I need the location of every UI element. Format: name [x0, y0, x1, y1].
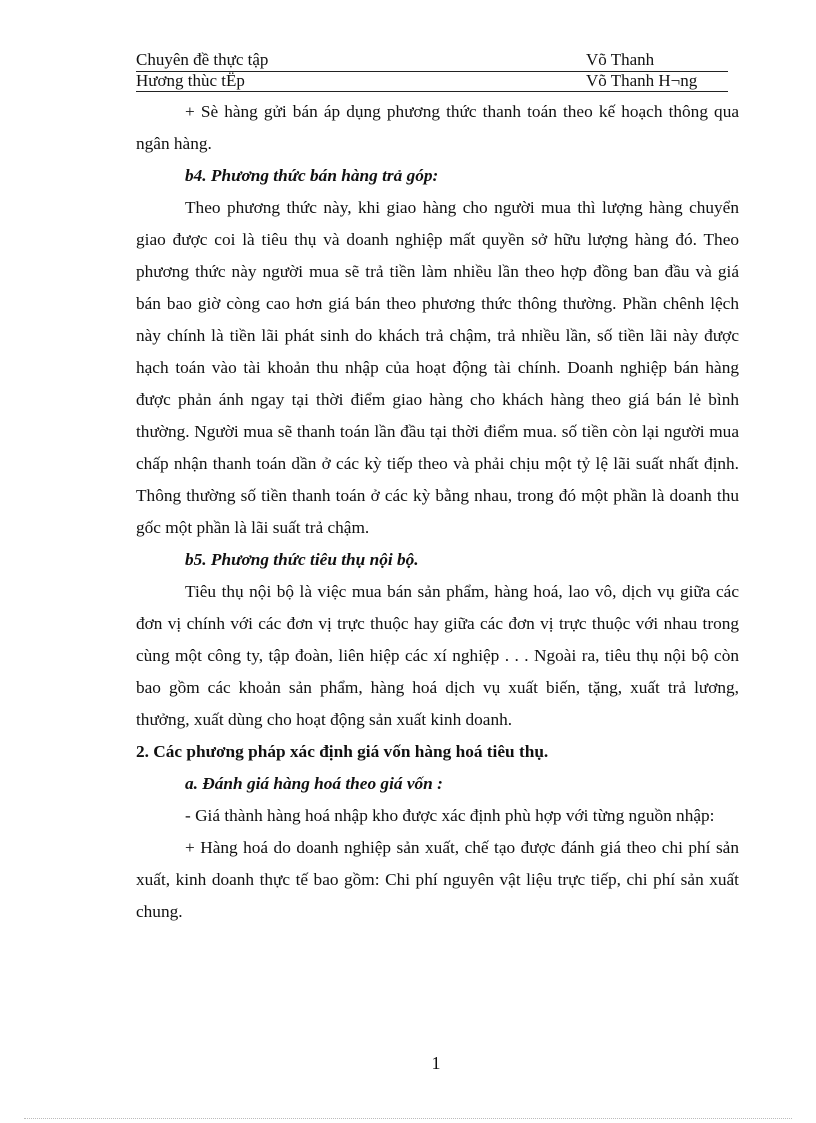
header-author-full: Võ Thanh H¬ng — [586, 71, 698, 90]
header-rule-2 — [136, 91, 728, 92]
header-author: Võ Thanh — [586, 50, 655, 69]
running-header-line-2 — [136, 71, 728, 91]
header-subtitle: Hương thùc tËp — [136, 71, 245, 90]
running-header-line-1 — [136, 50, 728, 70]
heading-installment-sales: b4. Phương thức bán hàng trả góp: — [185, 166, 439, 185]
page-bottom-divider — [24, 1118, 792, 1119]
heading-valuation: a. Đánh giá hàng hoá theo giá vốn : — [185, 774, 443, 793]
page-number: 1 — [431, 1053, 441, 1073]
heading-internal-consumption: b5. Phương thức tiêu thụ nội bộ. — [185, 550, 419, 569]
paragraph-installment: Theo phương thức này, khi giao hàng cho người mua thì lượng hàng chuyển giao được coi là tiêu thụ và doanh nghiệp mất quyền sở hữu lượng hàng đó. Theo phương thức này người mua sẽ trả tiền làm nhiều lần theo hợp đồng ban đầu và giá bán bao giờ còng cao hơn giá bán theo phương thức thông thường. Phần chênh lệch này chính là tiền lãi phát sinh do khách trả chậm, trả nhiều lần, số tiền lãi này được hạch toán vào tài khoản thu nhập của hoạt động tài chính. Doanh nghiệp bán hàng được phản ánh ngay tại thời điểm giao hàng cho khách hàng theo giá bán lẻ bình thường. Người mua sẽ thanh toán lần đầu tại thời điểm mua. số tiền còn lại người mua chấp nhận thanh toán dần ở các kỳ tiếp theo và phải chịu một tỷ lệ lãi suất nhất định. Thông thường số tiền thanh toán ở các kỳ bằng nhau, trong đó một phần là doanh thu gốc một phần là lãi suất trả chậm. — [136, 198, 739, 537]
paragraph-manufactured-goods: + Hàng hoá do doanh nghiệp sản xuất, chế tạo được đánh giá theo chi phí sản xuất, kinh doanh thực tế bao gồm: Chi phí nguyên vật liệu trực tiếp, chi phí sản xuất chung. — [136, 838, 739, 921]
header-title: Chuyên đề thực tập — [136, 50, 269, 69]
heading-cost-methods: 2. Các phương pháp xác định giá vốn hàng hoá tiêu thụ. — [136, 742, 549, 761]
body-text — [136, 96, 739, 928]
paragraph-cost-price: - Giá thành hàng hoá nhập kho được xác định phù hợp với từng nguồn nhập: — [185, 806, 715, 825]
paragraph-consignment: + Sè hàng gửi bán áp dụng phương thức thanh toán theo kế hoạch thông qua ngân hàng. — [136, 102, 739, 153]
paragraph-internal: Tiêu thụ nội bộ là việc mua bán sản phẩm, hàng hoá, lao vô, dịch vụ giữa các đơn vị chính với các đơn vị trực thuộc hay giữa các đơn vị trực thuộc với nhau trong cùng một công ty, tập đoàn, liên hiệp các xí nghiệp . . . Ngoài ra, tiêu thụ nội bộ còn bao gồm các khoản sản phẩm, hàng hoá dịch vụ xuất biến, tặng, xuất trả lương, thưởng, xuất dùng cho hoạt động sản xuất kinh doanh. — [136, 582, 739, 729]
